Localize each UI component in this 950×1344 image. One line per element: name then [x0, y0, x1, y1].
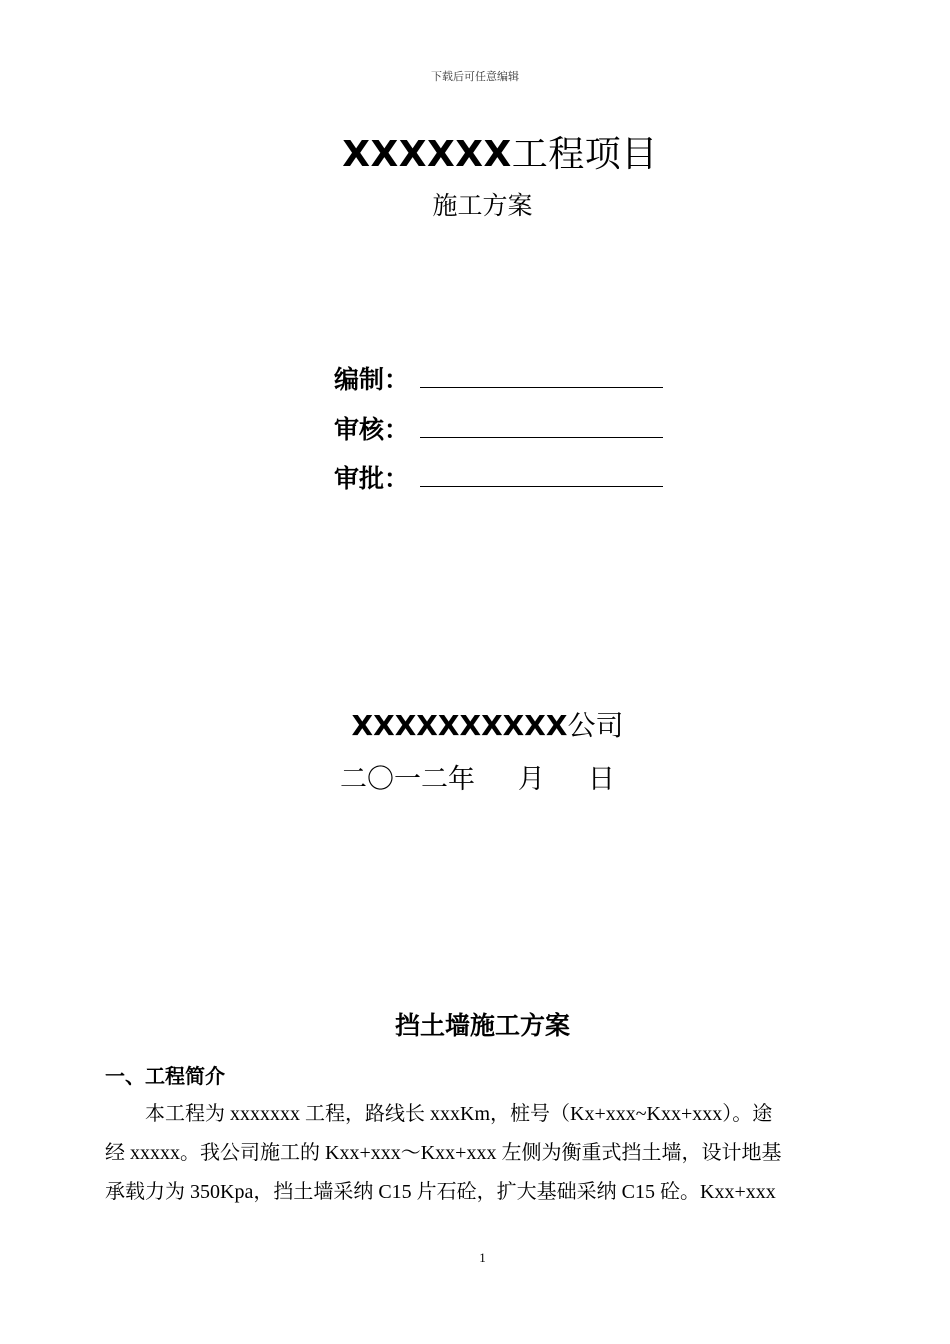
signature-label: 编制： [334, 365, 410, 394]
signature-label: 审核： [334, 415, 410, 444]
paragraph-line: 承载力为 350Kpa，挡土墙采纳 C15 片石砼，扩大基础采纳 C15 砼。Kxx+xxx [105, 1181, 776, 1203]
signature-line [420, 387, 663, 388]
company-name [0, 704, 950, 744]
header-note: 下载后可任意编辑 [431, 70, 519, 83]
company-cn: 公司 [567, 709, 624, 742]
page-number: 1 [479, 1250, 486, 1265]
company-latin: XXXXXXXXXX [351, 709, 568, 742]
document-subtitle: 施工方案 [432, 191, 533, 220]
signature-label: 审批： [334, 464, 410, 493]
signature-line [420, 486, 663, 487]
signature-row-review [334, 410, 409, 446]
signature-row-approve [334, 459, 409, 495]
document-title [0, 126, 950, 177]
section-title: 挡土墙施工方案 [394, 1011, 570, 1040]
signature-line [420, 437, 663, 438]
paragraph-line: 本工程为 xxxxxxx 工程，路线长 xxxKm，桩号（Kx+xxx~Kxx+xxx）。途 [105, 1103, 773, 1125]
signature-row-compile [334, 360, 409, 396]
document-date: 二〇一二年 月 日 [340, 764, 615, 795]
heading-overview: 一、工程简介 [105, 1064, 225, 1088]
title-latin: XXXXXX [342, 134, 512, 175]
paragraph-line: 经 xxxxx。我公司施工的 Kxx+xxx～Kxx+xxx 左侧为衡重式挡土墙，设计地基 [105, 1142, 782, 1164]
title-cn: 工程项目 [511, 134, 658, 175]
